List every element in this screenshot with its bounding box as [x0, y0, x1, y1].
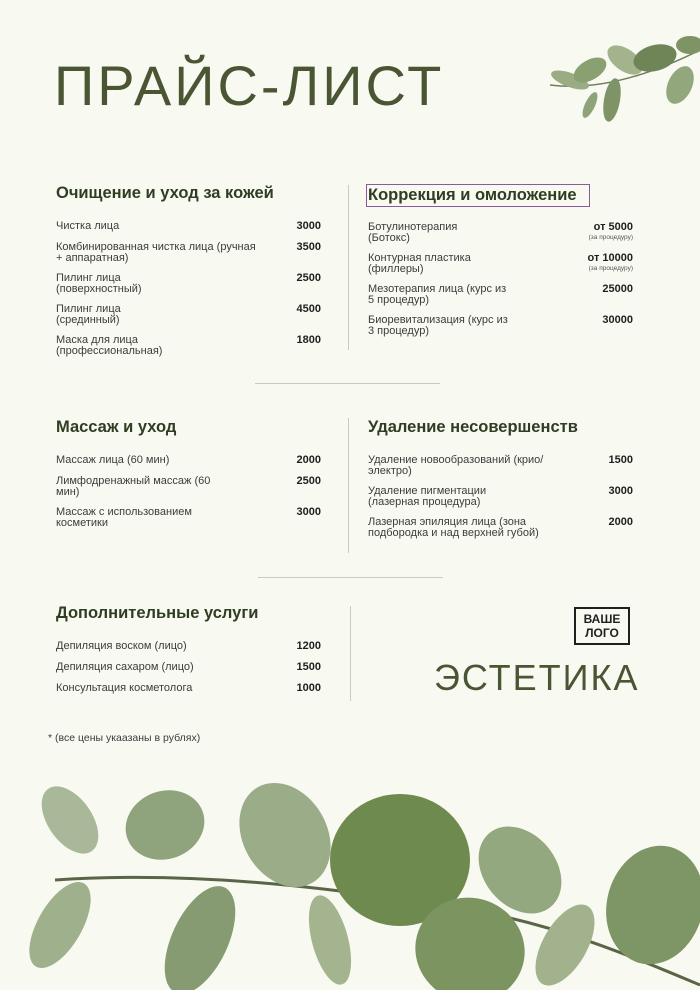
section-imperfections: [368, 418, 633, 548]
service-price: 1200: [296, 640, 321, 652]
price-row: [56, 304, 321, 326]
service-name: Депиляция сахаром (лицо): [56, 661, 194, 673]
price-row: [56, 221, 321, 232]
service-name: Удаление пигментации (лазерная процедура): [368, 485, 487, 508]
price-row: [56, 683, 321, 694]
section-title: Коррекция и омоложение: [366, 184, 590, 207]
horizontal-divider: [258, 577, 443, 578]
service-name: Массаж лица (60 мин): [56, 454, 170, 466]
price-row: [56, 455, 321, 466]
logo-line: ВАШЕ: [583, 612, 621, 626]
price-row: [56, 273, 321, 295]
service-price: 1500: [296, 661, 321, 673]
logo-placeholder: [574, 607, 630, 645]
service-price: 1500: [608, 454, 633, 466]
service-price: 4500: [296, 303, 321, 315]
page-title: ПРАЙС-ЛИСТ: [54, 54, 445, 117]
service-name: Ботулинотерапия (Ботокс): [368, 221, 458, 244]
horizontal-divider: [255, 383, 440, 384]
section-massage: [56, 418, 321, 538]
service-name: Депиляция воском (лицо): [56, 640, 187, 652]
service-name: Чистка лица: [56, 220, 120, 232]
service-name: Пилинг лица (срединный): [56, 303, 121, 326]
service-name: Пилинг лица (поверхностный): [56, 272, 142, 295]
section-title: Удаление несовершенств: [368, 418, 578, 436]
service-name: Маска для лица (профессиональная): [56, 334, 163, 357]
section-additional: [56, 604, 321, 703]
service-price: 2000: [296, 454, 321, 466]
price-value: от 10000: [587, 252, 633, 264]
service-name: Лимфодренажный массаж (60 мин): [56, 475, 211, 498]
price-row: [368, 455, 633, 477]
service-name: Биоревитализация (курс из 3 процедур): [368, 314, 508, 337]
service-price: 3000: [296, 220, 321, 232]
price-note: (за процедуру): [588, 265, 633, 272]
service-name: Удаление новообразований (крио/электро): [368, 454, 544, 477]
service-name: Мезотерапия лица (курс из 5 процедур): [368, 283, 507, 306]
price-row: [56, 507, 321, 529]
service-price: 2500: [296, 272, 321, 284]
price-row: [368, 222, 633, 244]
column-divider: [350, 606, 351, 701]
service-price: 1800: [296, 334, 321, 346]
service-price: 30000: [602, 314, 633, 326]
logo-line: ЛОГО: [585, 626, 619, 640]
section-title: Очищение и уход за кожей: [56, 184, 274, 202]
column-divider: [348, 185, 349, 350]
service-price: 3500: [296, 241, 321, 253]
price-row: [56, 242, 321, 264]
service-name: Лазерная эпиляция лица (зона подбородка и над верхней губой): [368, 516, 539, 539]
service-name: Консультация косметолога: [56, 682, 193, 694]
eucalyptus-bottom-decoration: [0, 770, 700, 990]
brand-name: ЭСТЕТИКА: [434, 657, 640, 698]
price-value: от 5000: [593, 221, 633, 233]
footnote: * (все цены укаазаны в рублях): [48, 732, 201, 744]
price-row: [368, 517, 633, 539]
service-price: 25000: [602, 283, 633, 295]
service-price: 2500: [296, 475, 321, 487]
price-row: [368, 253, 633, 275]
price-row: [56, 476, 321, 498]
service-price: [588, 253, 633, 273]
price-row: [368, 486, 633, 508]
column-divider: [348, 418, 349, 553]
service-price: 3000: [296, 506, 321, 518]
price-note: (за процедуру): [588, 234, 633, 241]
service-price: 3000: [608, 485, 633, 497]
section-title: Дополнительные услуги: [56, 604, 259, 622]
section-skin-care: [56, 184, 321, 366]
price-row: [56, 662, 321, 673]
eucalyptus-top-decoration: [530, 30, 700, 150]
section-title: Массаж и уход: [56, 418, 177, 436]
service-name: Контурная пластика (филлеры): [368, 252, 471, 275]
service-price: 2000: [608, 516, 633, 528]
service-price: [589, 222, 633, 242]
service-price: 1000: [296, 682, 321, 694]
section-correction: [368, 184, 633, 346]
price-row: [56, 641, 321, 652]
price-row: [56, 335, 321, 357]
service-name: Комбинированная чистка лица (ручная + аппаратная): [56, 241, 256, 264]
price-row: [368, 315, 633, 337]
service-name: Массаж с использованием косметики: [56, 506, 192, 529]
price-row: [368, 284, 633, 306]
